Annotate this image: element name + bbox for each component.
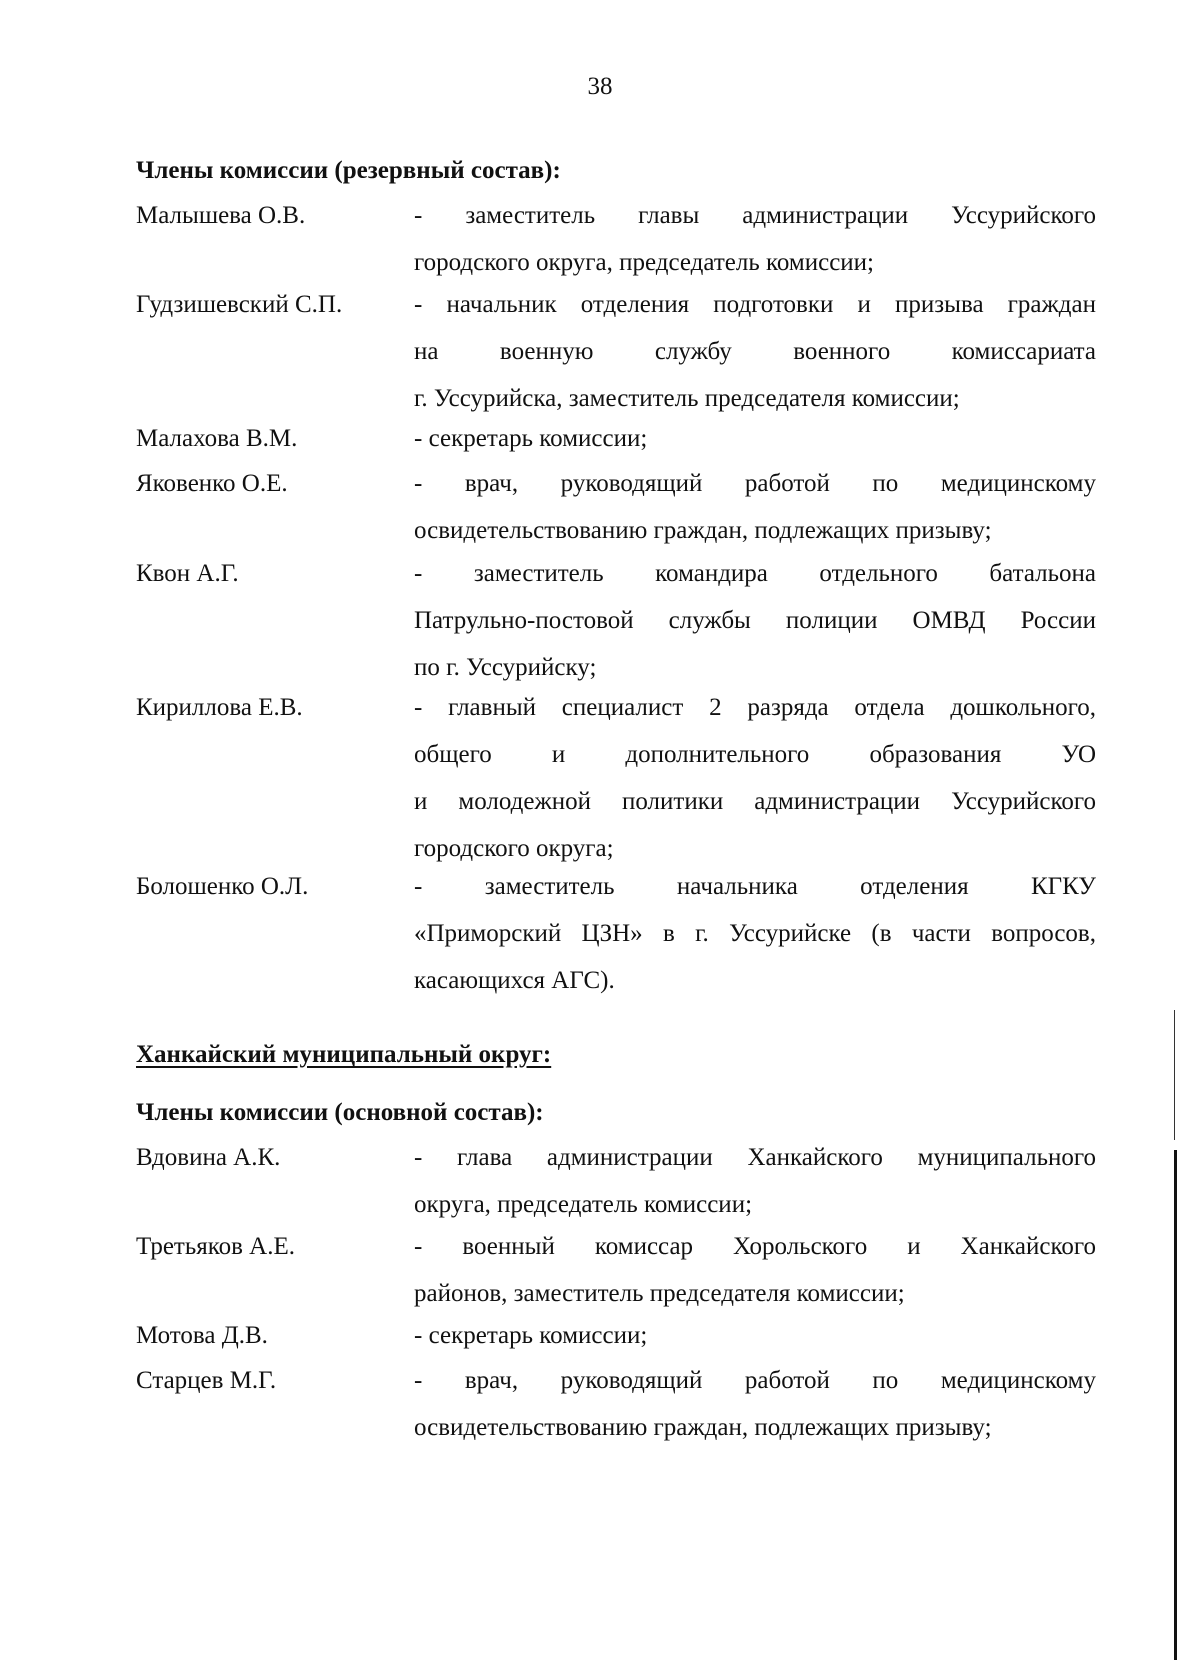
scan-edge-line bbox=[1174, 1150, 1177, 1660]
member-name: Квон А.Г. bbox=[136, 560, 239, 587]
role-line: по г. Уссурийску; bbox=[414, 654, 597, 681]
member-name: Кириллова Е.В. bbox=[136, 694, 303, 721]
role-line: - главный специалист 2 разряда отдела дошкольного, bbox=[414, 694, 1096, 721]
scan-edge-line bbox=[1174, 1010, 1175, 1140]
member-role bbox=[414, 1223, 1096, 1317]
role-line: - врач, руководящий работой по медицинскому bbox=[414, 470, 1096, 497]
role-line: на военную службу военного комиссариата bbox=[414, 338, 1096, 365]
section-heading-reserve: Члены комиссии (резервный состав): bbox=[136, 157, 561, 184]
role-line: - врач, руководящий работой по медицинскому bbox=[414, 1367, 1096, 1394]
role-line: округа, председатель комиссии; bbox=[414, 1191, 753, 1218]
member-role bbox=[414, 281, 1096, 422]
member-name: Старцев М.Г. bbox=[136, 1367, 277, 1394]
role-line: Патрульно-постовой службы полиции ОМВД России bbox=[414, 607, 1096, 634]
role-line: районов, заместитель председателя комиссии; bbox=[414, 1280, 905, 1307]
member-name: Малышева О.В. bbox=[136, 202, 306, 229]
member-role bbox=[414, 863, 1096, 1004]
role-line: - глава администрации Ханкайского муниципального bbox=[414, 1144, 1096, 1171]
role-line: «Приморский ЦЗН» в г. Уссурийске (в части вопросов, bbox=[414, 920, 1096, 947]
member-role bbox=[414, 550, 1096, 691]
member-name: Вдовина А.К. bbox=[136, 1144, 281, 1171]
member-role bbox=[414, 1134, 1096, 1228]
role-line: г. Уссурийска, заместитель председателя комиссии; bbox=[414, 385, 960, 412]
member-role bbox=[414, 415, 1096, 462]
role-line: освидетельствованию граждан, подлежащих призыву; bbox=[414, 1414, 992, 1441]
member-role bbox=[414, 684, 1096, 872]
section-heading-main: Члены комиссии (основной состав): bbox=[136, 1099, 544, 1126]
role-line: городского округа, председатель комиссии; bbox=[414, 249, 874, 276]
member-role bbox=[414, 460, 1096, 554]
member-name: Болошенко О.Л. bbox=[136, 873, 309, 900]
member-name: Гудзишевский С.П. bbox=[136, 291, 343, 318]
role-line: - начальник отделения подготовки и призыва граждан bbox=[414, 291, 1096, 318]
role-line: - военный комиссар Хорольского и Ханкайского bbox=[414, 1233, 1096, 1260]
role-line: - секретарь комиссии; bbox=[414, 425, 648, 452]
role-line: и молодежной политики администрации Уссурийского bbox=[414, 788, 1096, 815]
role-line: - секретарь комиссии; bbox=[414, 1322, 648, 1349]
role-line: - заместитель главы администрации Уссурийского bbox=[414, 202, 1096, 229]
role-line: - заместитель командира отдельного батальона bbox=[414, 560, 1096, 587]
role-line: городского округа; bbox=[414, 835, 614, 862]
role-line: общего и дополнительного образования УО bbox=[414, 741, 1096, 768]
page-number: 38 bbox=[587, 73, 613, 100]
member-name: Малахова В.М. bbox=[136, 425, 298, 452]
member-name: Третьяков А.Е. bbox=[136, 1233, 295, 1260]
member-name: Мотова Д.В. bbox=[136, 1322, 268, 1349]
member-role bbox=[414, 1312, 1096, 1359]
role-line: касающихся АГС). bbox=[414, 967, 615, 994]
member-name: Яковенко О.Е. bbox=[136, 470, 288, 497]
role-line: - заместитель начальника отделения КГКУ bbox=[414, 873, 1096, 900]
member-role bbox=[414, 1357, 1096, 1451]
role-line: освидетельствованию граждан, подлежащих призыву; bbox=[414, 517, 992, 544]
district-heading: Ханкайский муниципальный округ: bbox=[136, 1041, 552, 1068]
member-role bbox=[414, 192, 1096, 286]
